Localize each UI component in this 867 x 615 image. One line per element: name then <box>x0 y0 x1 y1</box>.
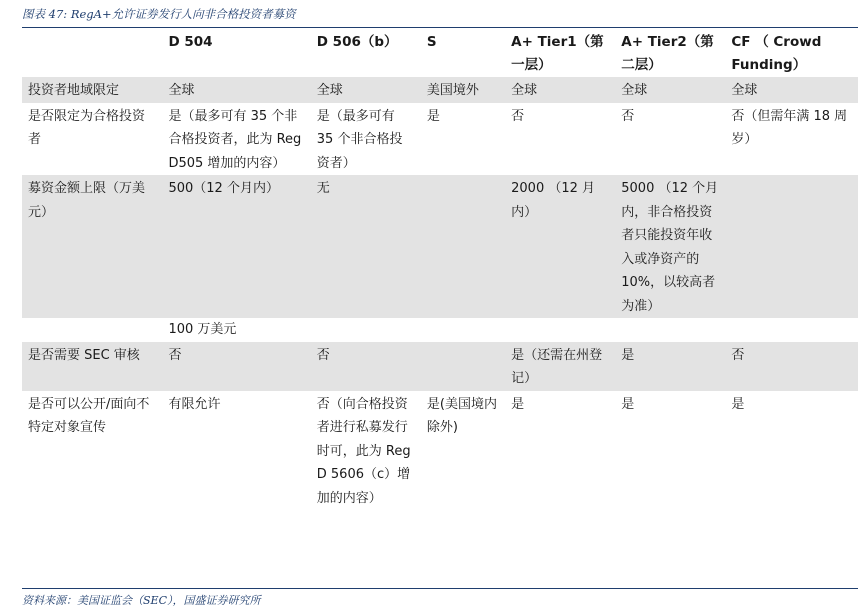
table-cell: 是（还需在州登记） <box>505 342 615 391</box>
table-cell <box>421 342 505 391</box>
row-label: 是否可以公开/面向不特定对象宣传 <box>22 391 162 511</box>
row-label: 是否需要 SEC 审核 <box>22 342 162 391</box>
table-cell: 无 <box>311 175 421 318</box>
table-cell: 全球 <box>505 77 615 103</box>
table-cell <box>421 175 505 318</box>
table-cell: 是（最多可有 35 个非合格投资者，此为 Reg D505 增加的内容） <box>162 103 310 176</box>
top-rule <box>22 27 858 28</box>
table-cell: 否 <box>162 342 310 391</box>
table-cell: 否（但需年满 18 周岁） <box>725 103 858 176</box>
table-row <box>22 391 858 511</box>
table-cell: 全球 <box>162 77 310 103</box>
header-tier1: A+ Tier1（第一层） <box>511 34 604 73</box>
table-row <box>22 318 858 342</box>
table-cell <box>725 318 858 342</box>
table-cell <box>725 175 858 318</box>
figure-caption: 图表 47: RegA+允许证券发行人向非合格投资者募资 <box>22 7 296 21</box>
header-row <box>22 29 858 77</box>
header-tier2: A+ Tier2（第二层） <box>621 34 714 73</box>
table-cell: 是(美国境内除外) <box>421 391 505 511</box>
table-cell <box>615 318 725 342</box>
row-label: 投资者地域限定 <box>22 77 162 103</box>
table-cell: 是（最多可有 35 个非合格投资者） <box>311 103 421 176</box>
table-cell <box>505 318 615 342</box>
table-cell: 是 <box>615 342 725 391</box>
table-row <box>22 175 858 318</box>
table-cell: 是 <box>725 391 858 511</box>
table-cell: 2000 （12 月内） <box>505 175 615 318</box>
table-cell: 否 <box>725 342 858 391</box>
table-cell: 500（12 个月内） <box>162 175 310 318</box>
table-cell: 否 <box>311 342 421 391</box>
table-cell <box>421 318 505 342</box>
table-row <box>22 103 858 176</box>
row-label: 是否限定为合格投资者 <box>22 103 162 176</box>
source-note: 资料来源：美国证监会（SEC），国盛证券研究所 <box>22 594 261 607</box>
table-cell: 是 <box>615 391 725 511</box>
table-cell: 否 <box>505 103 615 176</box>
table-cell: 是 <box>421 103 505 176</box>
table-cell: 100 万美元 <box>162 318 310 342</box>
table-row <box>22 342 858 391</box>
table-cell: 是 <box>505 391 615 511</box>
header-d506b: D 506（b） <box>316 34 398 50</box>
header-d504: D 504 <box>168 34 213 50</box>
table-cell: 否 <box>615 103 725 176</box>
table-cell: 全球 <box>311 77 421 103</box>
header-s: S <box>426 34 437 50</box>
header-cell-empty <box>22 29 162 77</box>
row-label <box>22 318 162 342</box>
table-cell: 有限允许 <box>162 391 310 511</box>
table-cell: 全球 <box>725 77 858 103</box>
row-label: 募资金额上限（万美元） <box>22 175 162 318</box>
table-cell: 否（向合格投资者进行私募发行时可，此为 Reg D 5606（c）增加的内容） <box>311 391 421 511</box>
table-row <box>22 77 858 103</box>
header-cf: CF （ Crowd Funding） <box>731 34 822 73</box>
table-cell <box>311 318 421 342</box>
table-cell: 全球 <box>615 77 725 103</box>
table-cell: 美国境外 <box>421 77 505 103</box>
table-cell: 5000 （12 个月内，非合格投资者只能投资年收入或净资产的 10%，以较高者为准） <box>615 175 725 318</box>
bottom-rule <box>22 588 858 589</box>
comparison-table <box>22 29 858 510</box>
